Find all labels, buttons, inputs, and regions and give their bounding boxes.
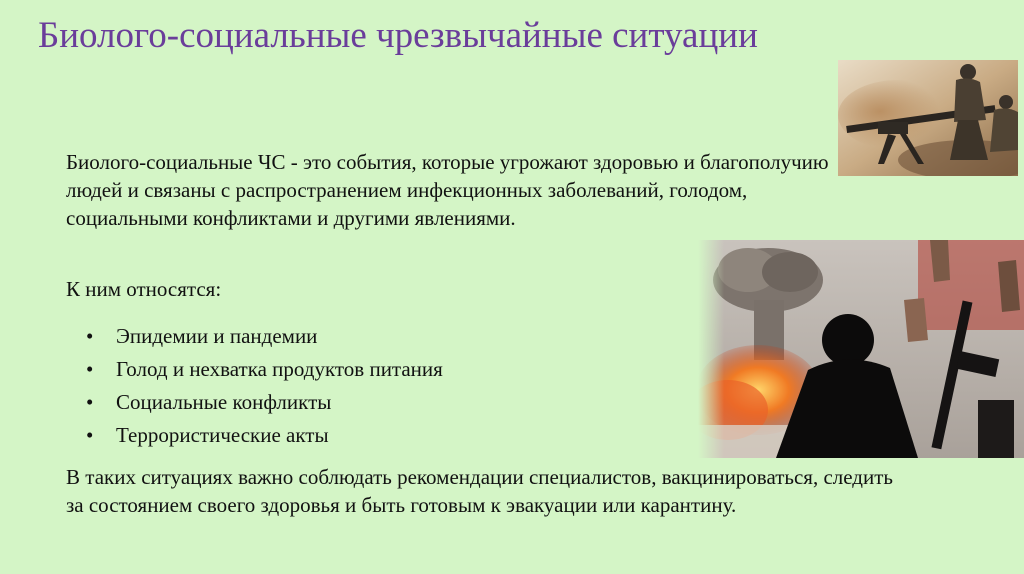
list-item-text: Террористические акты <box>116 423 329 447</box>
list-item <box>86 353 443 386</box>
list-item <box>86 320 443 353</box>
list-item <box>86 419 443 452</box>
explosion-and-armed-militants-photo <box>698 240 1024 458</box>
bullet-icon: • <box>86 423 94 447</box>
bullet-icon: • <box>86 390 94 414</box>
list-item-text: Голод и нехватка продуктов питания <box>116 357 443 381</box>
bullet-list <box>86 320 443 452</box>
bullet-icon: • <box>86 324 94 348</box>
conclusion-paragraph: В таких ситуациях важно соблюдать рекомендации специалистов, вакцинироваться, следить за состоянием своего здоровья и быть готовым к эвакуации или карантину. <box>66 465 893 517</box>
slide-title: Биолого-социальные чрезвычайные ситуации <box>38 15 758 56</box>
bullet-icon: • <box>86 357 94 381</box>
list-item <box>86 386 443 419</box>
soldiers-artillery-photo <box>838 60 1018 176</box>
list-item-text: Эпидемии и пандемии <box>116 324 318 348</box>
intro-paragraph: Биолого-социальные ЧС - это события, которые угрожают здоровью и благополучию людей и связаны с распространением инфекционных заболеваний, голодом, социальными конфликтами и другими явлениями. <box>66 150 829 230</box>
list-item-text: Социальные конфликты <box>116 390 332 414</box>
list-heading: К ним относятся: <box>66 277 222 301</box>
